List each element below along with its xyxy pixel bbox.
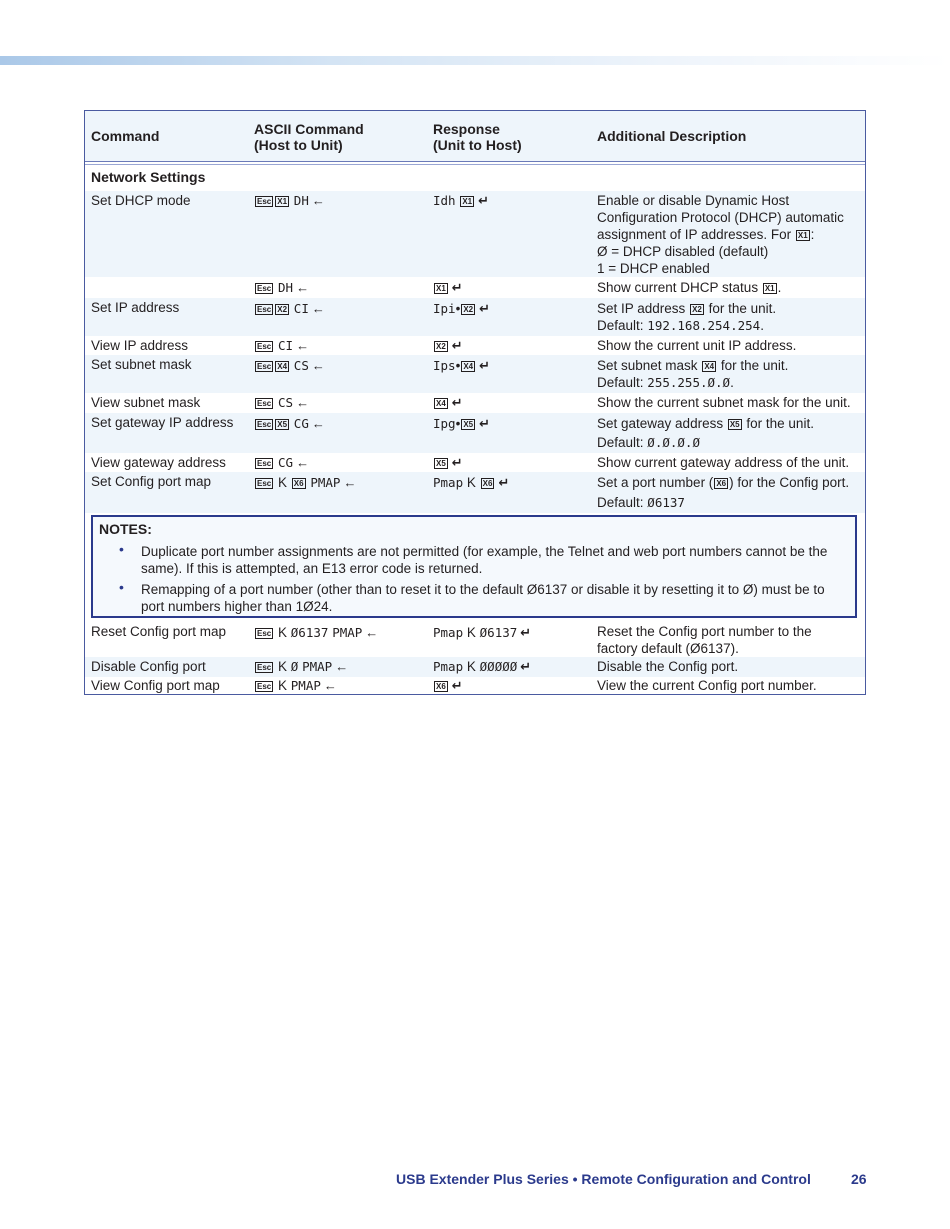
x5-key-icon: X5 [729,420,740,429]
table-header [85,111,865,162]
response [433,192,489,209]
k-char: K [466,659,476,674]
command-name: Set IP address [91,300,180,315]
response [433,677,463,694]
ascii-text: CS [278,395,294,410]
note-line: port numbers higher than 1Ø24. [141,599,333,614]
table-row [85,393,865,413]
enter-arrow-icon: ← [296,395,310,410]
esc-key-icon: Esc [257,682,272,691]
desc-line: Reset the Config port number to the [597,624,812,639]
desc-line [597,357,859,374]
header-response [433,121,522,153]
esc-key-icon: Esc [257,342,272,351]
default-value: Ø6137 [647,495,685,510]
desc-text: . [777,280,782,295]
return-arrow-icon: ↵ [479,301,491,316]
enter-arrow-icon: ← [311,301,325,316]
ascii-command [254,415,325,432]
note-item [141,581,841,615]
esc-key-icon: Esc [257,284,272,293]
description [597,300,859,334]
desc-text: Set gateway address [597,416,724,431]
default-label: Default: [597,435,644,450]
command-name: View gateway address [91,455,226,470]
return-arrow-icon: ↵ [478,193,490,208]
description: Disable the Config port. [597,659,739,674]
description [597,357,859,391]
ascii-text: PMAP [332,625,363,640]
ascii-command [254,394,309,411]
separator-dot-icon: • [455,301,461,316]
desc-line [597,494,859,511]
table-row [85,453,865,472]
default-label: Default: [597,318,644,333]
bullet-icon: • [119,541,124,557]
return-arrow-icon: ↵ [520,659,532,674]
enter-arrow-icon: ← [296,338,310,353]
x2-key-icon: X2 [692,305,702,314]
table-row [85,413,865,453]
desc-text: for the unit. [746,416,814,431]
ascii-value: Ø6137 [290,625,329,640]
enter-arrow-icon: ← [335,659,349,674]
command-name: View IP address [91,338,189,353]
separator-dot-icon: • [455,416,461,431]
ascii-text: DH [278,280,294,295]
ascii-command [254,454,309,471]
desc-line [597,415,859,432]
x1-key-icon: X1 [436,284,446,293]
response [433,394,463,411]
return-arrow-icon: ↵ [451,395,463,410]
x4-key-icon: X4 [704,362,715,371]
desc-text: . [760,318,764,333]
return-arrow-icon: ↵ [479,416,491,431]
desc-text: assignment of IP addresses. For [597,227,792,242]
k-char: K [466,625,476,640]
description: View the current Config port number. [597,678,817,693]
enter-arrow-icon: ← [343,475,357,490]
return-arrow-icon: ↵ [451,280,463,295]
default-value: Ø.Ø.Ø.Ø [647,435,700,450]
response-text: Ipg [433,416,456,431]
table-row [85,355,865,393]
response-text: Pmap [433,475,464,490]
footer-title: USB Extender Plus Series • Remote Configuration and Control [396,1171,811,1187]
ascii-command [254,279,309,296]
k-char: K [466,475,476,490]
x1-key-icon: X1 [797,231,808,240]
esc-key-icon: Esc [257,399,272,408]
table-row [85,336,865,355]
x4-key-icon: X4 [277,362,288,371]
esc-key-icon: Esc [257,479,272,488]
notes-title: NOTES: [99,521,152,537]
desc-line [597,300,859,317]
ascii-text: CG [293,416,309,431]
response [433,624,531,641]
return-arrow-icon: ↵ [451,338,463,353]
description [597,279,859,296]
ascii-text: PMAP [310,475,341,490]
note-line: Remapping of a port number (other than to reset it to the default Ø6137 or disable it by resetting it to Ø) must be to [141,582,825,597]
description [597,192,859,277]
ascii-text: CI [293,301,309,316]
header-response-line2: (Unit to Host) [433,137,522,153]
k-char: K [278,678,288,693]
ascii-value: Ø [290,659,299,674]
ascii-text: PMAP [290,678,321,693]
desc-line: Enable or disable Dynamic Host [597,193,790,208]
description [597,474,859,511]
command-name: Set subnet mask [91,357,192,372]
ascii-command [254,192,325,209]
return-arrow-icon: ↵ [479,358,491,373]
header-description: Additional Description [597,128,747,144]
desc-line [597,434,859,451]
section-title: Network Settings [91,169,206,185]
return-arrow-icon: ↵ [498,475,510,490]
default-label: Default: [597,495,644,510]
ascii-command [254,474,356,491]
ascii-command [254,337,309,354]
table-row [85,277,865,298]
response [433,454,463,471]
default-value: 192.168.254.254 [647,318,761,333]
command-name: Set Config port map [91,474,212,489]
ascii-text: PMAP [302,659,333,674]
response-value: ØØØØØ [479,659,518,674]
x2-key-icon: X2 [436,342,446,351]
desc-text: Set subnet mask [597,358,698,373]
x6-key-icon: X6 [716,479,727,488]
table-row [85,621,865,657]
description [597,623,859,657]
response-text: Ips [433,358,456,373]
x5-key-icon: X5 [436,459,446,468]
response-text: Pmap [433,625,464,640]
desc-text: for the unit. [720,358,789,373]
enter-arrow-icon: ← [311,416,325,431]
description [597,415,859,451]
x1-key-icon: X1 [462,197,473,206]
desc-line [597,474,859,491]
ascii-text: CG [278,455,294,470]
ascii-command [254,624,378,641]
description: Show current gateway address of the unit. [597,455,850,470]
default-value: 255.255.Ø.Ø [647,375,731,390]
desc-line [597,317,859,334]
response-value: Ø6137 [479,625,518,640]
desc-text: Show current DHCP status [597,280,759,295]
x6-key-icon: X6 [436,682,446,691]
header-command: Command [91,128,160,144]
desc-line [597,226,859,243]
description: Show the current unit IP address. [597,338,797,353]
esc-key-icon: Esc [257,459,272,468]
description: Show the current subnet mask for the unit. [597,395,851,410]
ascii-command [254,300,325,317]
x2-key-icon: X2 [463,305,474,314]
esc-key-icon: Esc [257,629,272,638]
table-row [85,191,865,277]
desc-line: Configuration Protocol (DHCP) automatic [597,210,844,225]
note-line: Duplicate port number assignments are not permitted (for example, the Telnet and web port numbers cannot be the [141,544,828,559]
desc-text: : [810,227,815,242]
response [433,279,463,296]
desc-line: factory default (Ø6137). [597,641,739,656]
desc-text: Set IP address [597,301,686,316]
bullet-icon: • [119,579,124,595]
response-text: Ipi [433,301,456,316]
response-text: Pmap [433,659,464,674]
command-name: Set DHCP mode [91,193,191,208]
section-row [85,167,865,191]
enter-arrow-icon: ← [296,455,310,470]
ascii-text: CI [278,338,294,353]
response-text: Idh [433,193,456,208]
desc-text: for the unit. [708,301,777,316]
table-row [85,677,865,695]
x4-key-icon: X4 [463,362,474,371]
ascii-command [254,658,348,675]
x5-key-icon: X5 [463,420,474,429]
header-ascii-line2: (Host to Unit) [254,137,343,153]
command-name: View Config port map [91,678,220,693]
note-line: same). If this is attempted, an E13 error code is returned. [141,561,483,576]
ascii-text: CS [293,358,309,373]
k-char: K [278,625,288,640]
x1-key-icon: X1 [277,197,288,206]
command-name: Reset Config port map [91,624,227,639]
table-row [85,298,865,336]
table-row [85,657,865,677]
enter-arrow-icon: ← [311,358,325,373]
desc-line [597,374,859,391]
notes-box [91,515,857,618]
response [433,300,490,317]
esc-key-icon: Esc [257,362,272,371]
k-char: K [278,659,288,674]
table-row [85,472,865,513]
ascii-text: DH [293,193,309,208]
ascii-command [254,677,337,694]
desc-line: Ø = DHCP disabled (default) [597,244,769,259]
response [433,357,490,374]
enter-arrow-icon: ← [296,280,310,295]
enter-arrow-icon: ← [323,678,337,693]
ascii-command [254,357,325,374]
response [433,337,463,354]
command-name: View subnet mask [91,395,201,410]
x5-key-icon: X5 [277,420,288,429]
response [433,415,490,432]
command-name: Disable Config port [91,659,206,674]
x6-key-icon: X6 [293,479,304,488]
top-gradient-bar [0,56,950,65]
desc-text: . [730,375,734,390]
note-item [141,543,841,577]
enter-arrow-icon: ← [365,625,379,640]
esc-key-icon: Esc [257,663,272,672]
x1-key-icon: X1 [764,284,775,293]
x2-key-icon: X2 [277,305,288,314]
command-name: Set gateway IP address [91,415,234,430]
default-label: Default: [597,375,644,390]
response [433,474,509,491]
return-arrow-icon: ↵ [451,678,463,693]
esc-key-icon: Esc [257,305,272,314]
desc-line: 1 = DHCP enabled [597,261,710,276]
return-arrow-icon: ↵ [451,455,463,470]
k-char: K [278,475,288,490]
desc-text: ) for the Config port. [729,475,850,490]
return-arrow-icon: ↵ [520,625,532,640]
separator-dot-icon: • [455,358,461,373]
response [433,658,531,675]
header-response-line1: Response [433,121,500,137]
header-ascii [254,121,364,153]
esc-key-icon: Esc [257,197,272,206]
esc-key-icon: Esc [257,420,272,429]
x4-key-icon: X4 [436,399,446,408]
desc-text: Set a port number ( [597,475,714,490]
enter-arrow-icon: ← [311,193,325,208]
header-ascii-line1: ASCII Command [254,121,364,137]
x6-key-icon: X6 [482,479,493,488]
command-table [84,110,866,695]
page-number: 26 [851,1171,867,1187]
